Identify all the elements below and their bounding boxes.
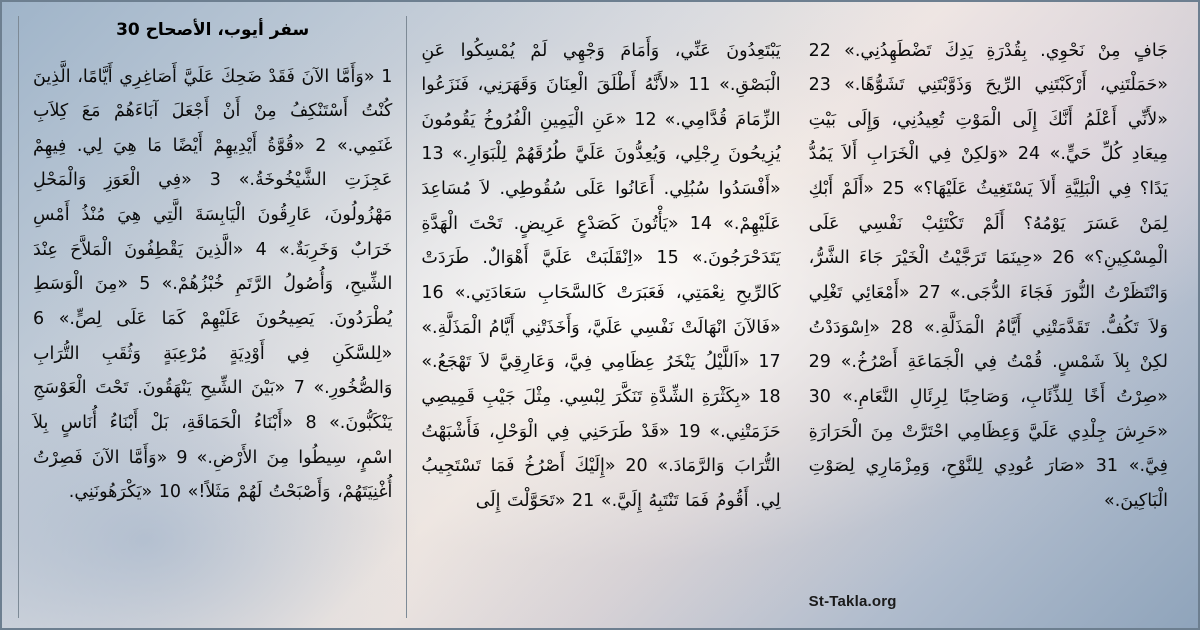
column-right xyxy=(18,16,406,618)
verse-text-right: 1 «وَأَمَّا الآنَ فَقَدْ ضَحِكَ عَلَيَّ أَصَاغِرِي أَيَّامًا، الَّذِينَ كُنْتُ أَسْتَنْكِفُ مِنْ أَنْ أَجْعَلَ آبَاءَهُمْ مَعَ كِلاَبِ غَنَمِي.» 2 «قُوَّةُ أَيْدِيهِمْ أَيْضًا مَا هِيَ لِي. فِيهِمْ عَجِزَتِ الشَّيْخُوخَةُ.» 3 «فِي الْعَوَزِ وَالْمَحْلِ مَهْزُولُونَ، عَارِقُونَ الْيَابِسَةَ الَّتِي هِيَ مُنْذُ أَمْسِ خَرَابٌ وَخَرِبَةٌ.» 4 «الَّذِينَ يَقْطِفُونَ الْمَلاَّحَ عِنْدَ الشِّيحِ، وَأُصُولُ الرَّتَمِ خُبْزُهُمْ.» 5 «مِنَ الْوَسَطِ يُطْرَدُونَ. يَصِيحُونَ عَلَيْهِمْ كَمَا عَلَى لِصٍّ.» 6 «لِلسَّكَنِ فِي أَوْدِيَةٍ مُرْعِبَةٍ وَثُقَبِ التُّرَابِ وَالصُّخُورِ.» 7 «بَيْنَ الشِّيحِ يَنْهَقُونَ. تَحْتَ الْعَوْسَجِ يَنْكَبُّونَ.» 8 «أَبْنَاءُ الْحَمَاقَةِ، بَلْ أَبْنَاءُ أُنَاسٍ بِلاَ اسْمٍ، سِيطُوا مِنَ الأَرْضِ.» 9 «وَأَمَّا الآنَ فَصِرْتُ أُغْنِيَتَهُمْ، وَأَصْبَحْتُ لَهُمْ مَثَلاً!» 10 «يَكْرَهُونَنِي. xyxy=(33,66,393,503)
page-title: سفر أيوب، الأصحاح 30 xyxy=(116,20,310,40)
verse-text-left: جَافٍ مِنْ نَحْوِي. بِقُدْرَةِ يَدِكَ تَضْطَهِدُنِي.» 22 «حَمَلْتَنِي، أَرْكَبْتَنِي الرِّيحَ وَذَوَّبْتَنِي تَشَوُّهًا.» 23 «لأَنِّي أَعْلَمُ أَنَّكَ إِلَى الْمَوْتِ تُعِيدُنِي، وَإِلَى بَيْتِ مِيعَادِ كُلِّ حَيٍّ.» 24 «وَلكِنْ فِي الْخَرَابِ أَلاَ يَمُدُّ يَدًا؟ فِي الْبَلِيَّةِ أَلاَ يَسْتَغِيثُ عَلَيْهَا؟» 25 «أَلَمْ أَبْكِ لِمَنْ عَسَرَ يَوْمُهُ؟ أَلَمْ تَكْتَئِبْ نَفْسِي عَلَى الْمِسْكِينِ؟» 26 «حِينَمَا تَرَجَّيْتُ الْخَيْرَ جَاءَ الشَّرُّ، وَانْتَظَرْتُ النُّورَ فَجَاءَ الدُّجَى.» 27 «أَمْعَائِي تَغْلِي وَلاَ تَكُفُّ. تَقَدَّمَتْنِي أَيَّامُ الْمَذَلَّةِ.» 28 «اِسْوَدَدْتُ لكِنْ بِلاَ شَمْسٍ. قُمْتُ فِي الْجَمَاعَةِ أَصْرُخُ.» 29 «صِرْتُ أَخًا لِلذِّئَابِ، وَصَاحِبًا لِرِئَالِ النَّعَامِ.» 30 «حَرِشَ جِلْدِي عَلَيَّ وَعِظَامِي احْتَرَّتْ مِنَ الْحَرَارَةِ فِيَّ.» 31 «صَارَ عُودِي لِلنَّوْحِ، وَمِزْمَارِي لِصَوْتِ الْبَاكِينَ.» xyxy=(808,40,1168,511)
column-left xyxy=(795,16,1182,618)
site-watermark: St-Takla.org xyxy=(808,593,897,610)
verse-text-middle: يَبْتَعِدُونَ عَنِّي، وَأَمَامَ وَجْهِي لَمْ يُمْسِكُوا عَنِ الْبَصْقِ.» 11 «لأَنَّهُ أَطْلَقَ الْعِنَانَ وَقَهَرَنِي، فَنَزَعُوا الزِّمَامَ قُدَّامِي.» 12 «عَنِ الْيَمِينِ الْفُرُوخُ يَقُومُونَ يُزِيحُونَ رِجْلِي، وَيُعِدُّونَ عَلَيَّ طُرُقَهُمْ لِلْبَوَارِ.» 13 «أَفْسَدُوا سُبُلِي. أَعَانُوا عَلَى سُقُوطِي. لاَ مُسَاعِدَ عَلَيْهِمْ.» 14 «يَأْتُونَ كَصَدْعٍ عَرِيضٍ. تَحْتَ الْهَدَّةِ يَتَدَحْرَجُونَ.» 15 «اِنْقَلَبَتْ عَلَيَّ أَهْوَالٌ. طَرَدَتْ كَالرِّيحِ نِعْمَتِي، فَعَبَرَتْ كَالسَّحَابِ سَعَادَتِي.» 16 «فَالآنَ انْهَالَتْ نَفْسِي عَلَيَّ، وَأَخَذَتْنِي أَيَّامُ الْمَذَلَّةِ.» 17 «اَللَّيْلُ يَنْخَرُ عِظَامِي فِيَّ، وَعَارِقِيَّ لاَ تَهْجَعُ.» 18 «بِكَثْرَةِ الشِّدَّةِ تَنَكَّرَ لِبْسِي. مِثْلَ جَيْبِ قَمِيصِي حَزَمَتْنِي.» 19 «قَدْ طَرَحَنِي فِي الْوَحْلِ، فَأَشْبَهْتُ التُّرَابَ وَالرَّمَادَ.» 20 «إِلَيْكَ أَصْرُخُ فَمَا تَسْتَجِيبُ لِي. أَقُومُ فَمَا تَنْتَبِهُ إِلَيَّ.» 21 «تَحَوَّلْتَ إِلَى xyxy=(421,40,781,511)
column-middle xyxy=(406,16,794,618)
text-columns-container xyxy=(2,2,1198,628)
